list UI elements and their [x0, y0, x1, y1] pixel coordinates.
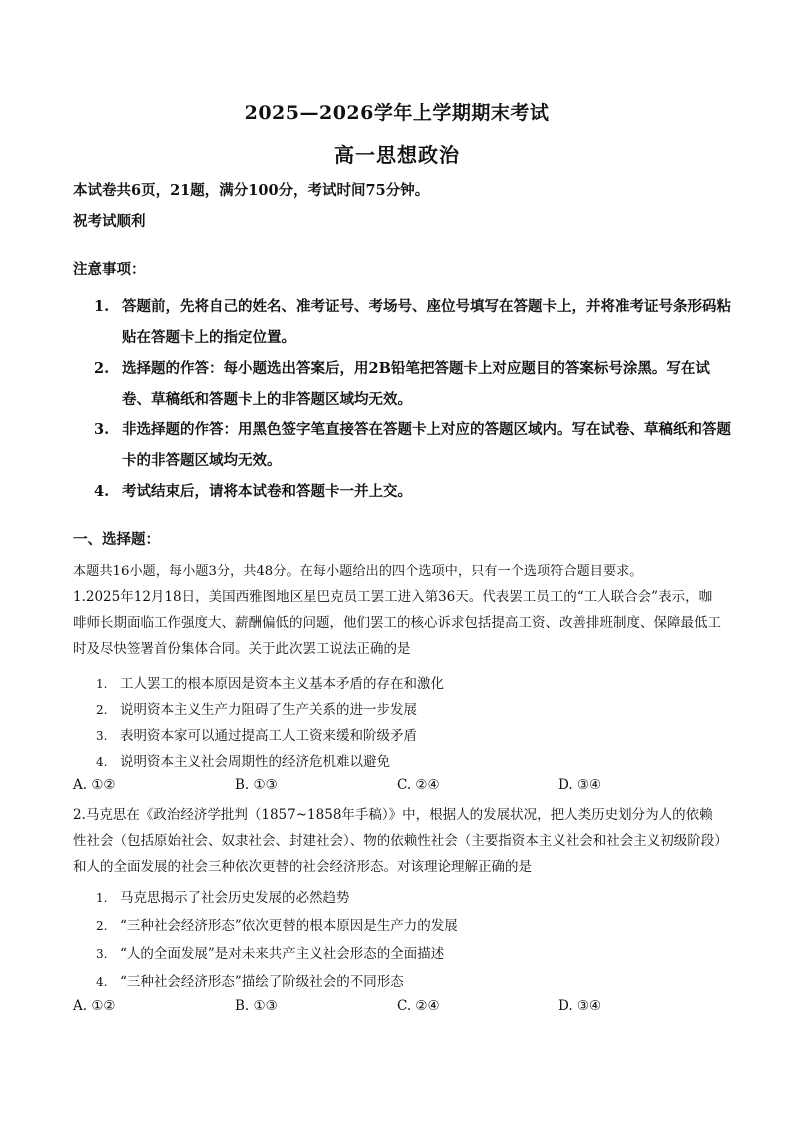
answer-choice-c: C. ②④: [397, 998, 440, 1014]
question-option: [96, 886, 350, 906]
notice-text: 非选择题的作答：用黑色签字笔直接答在答题卡上对应的答题区域内。写在试卷、草稿纸和答题卡的非答题区域均无效。: [122, 421, 731, 469]
subject-title: 高一思想政治: [334, 143, 460, 167]
option-number: 1.: [96, 677, 108, 691]
question-option: [96, 914, 458, 934]
notice-item: [94, 291, 734, 353]
option-text: 表明资本家可以通过提高工人工资来缓和阶级矛盾: [120, 728, 417, 744]
notice-text: 答题前，先将自己的姓名、准考证号、考场号、座位号填写在答题卡上，并将准考证号条形码粘贴在答题卡上的指定位置。: [122, 298, 731, 346]
option-text: “三种社会经济形态”依次更替的根本原因是生产力的发展: [120, 918, 458, 934]
option-text: 说明资本主义社会周期性的经济危机难以避免: [120, 754, 390, 770]
option-number: 2.: [96, 703, 108, 717]
question-stem: 1.2025年12月18日，美国西雅图地区星巴克员工罢工进入第36天。代表罢工员工的“工人联合会”表示，咖啡师长期面临工作强度大、薪酬偏低的问题，他们罢工的核心诉求包括提高工资、改善排班制度、保障最低工时及尽快签署首份集体合同。关于此次罢工说法正确的是: [73, 589, 721, 657]
option-text: 工人罢工的根本原因是资本主义基本矛盾的存在和激化: [120, 676, 444, 692]
option-number: 3.: [96, 947, 108, 961]
question-option: [96, 942, 444, 962]
option-number: 3.: [96, 729, 108, 743]
answer-choice-a: A. ①②: [73, 777, 116, 793]
notice-number: 3.: [94, 421, 110, 438]
option-number: 4.: [96, 755, 108, 769]
answer-choice-a: A. ①②: [73, 998, 116, 1014]
answer-choice-b: B. ①③: [235, 998, 278, 1014]
notice-heading: 注意事项：: [73, 261, 146, 278]
option-text: “人的全面发展”是对未来共产主义社会形态的全面描述: [120, 946, 445, 962]
notice-number: 1.: [94, 298, 110, 315]
answer-choice-d: D. ③④: [558, 998, 602, 1014]
option-text: 马克思揭示了社会历史发展的必然趋势: [120, 890, 350, 906]
notice-item: [94, 476, 734, 507]
notice-text: 选择题的作答：每小题选出答案后，用2B铅笔把答题卡上对应题目的答案标号涂黑。写在试卷、草稿纸和答题卡上的非答题区域均无效。: [122, 360, 710, 408]
answer-choice-c: C. ②④: [397, 777, 440, 793]
section-heading: 一、选择题：: [73, 531, 160, 548]
option-number: 1.: [96, 891, 108, 905]
question-option: [96, 672, 444, 692]
notice-number: 2.: [94, 360, 110, 377]
notice-text: 考试结束后，请将本试卷和答题卡一并上交。: [122, 483, 412, 500]
exam-title: 2025—2026学年上学期期末考试: [244, 102, 550, 124]
answer-choice-d: D. ③④: [558, 777, 602, 793]
question-option: [96, 724, 417, 744]
question-option: [96, 970, 404, 990]
question-option: [96, 750, 390, 770]
answer-choice-b: B. ①③: [235, 777, 278, 793]
option-text: 说明资本主义生产力阻碍了生产关系的进一步发展: [120, 702, 417, 718]
notice-item: [94, 414, 734, 476]
option-number: 2.: [96, 919, 108, 933]
option-text: “三种社会经济形态”描绘了阶级社会的不同形态: [120, 974, 404, 990]
question-stem: 2.马克思在《政治经济学批判（1857~1858年手稿）》中，根据人的发展状况，把人类历史划分为人的依赖性社会（包括原始社会、奴隶社会、封建社会）、物的依赖性社会（主要指资本主义社会和社会主义初级阶段）和人的全面发展的社会三种依次更替的社会经济形态。对该理论理解正确的是: [73, 807, 721, 875]
good-luck-text: 祝考试顺利: [73, 213, 146, 230]
notice-number: 4.: [94, 483, 110, 500]
notice-item: [94, 353, 734, 415]
section-instruction: 本题共16小题，每小题3分，共48分。在每小题给出的四个选项中，只有一个选项符合题目要求。: [73, 564, 643, 579]
exam-info: 本试卷共6页，21题，满分100分，考试时间75分钟。: [73, 182, 430, 199]
option-number: 4.: [96, 975, 108, 989]
question-option: [96, 698, 417, 718]
